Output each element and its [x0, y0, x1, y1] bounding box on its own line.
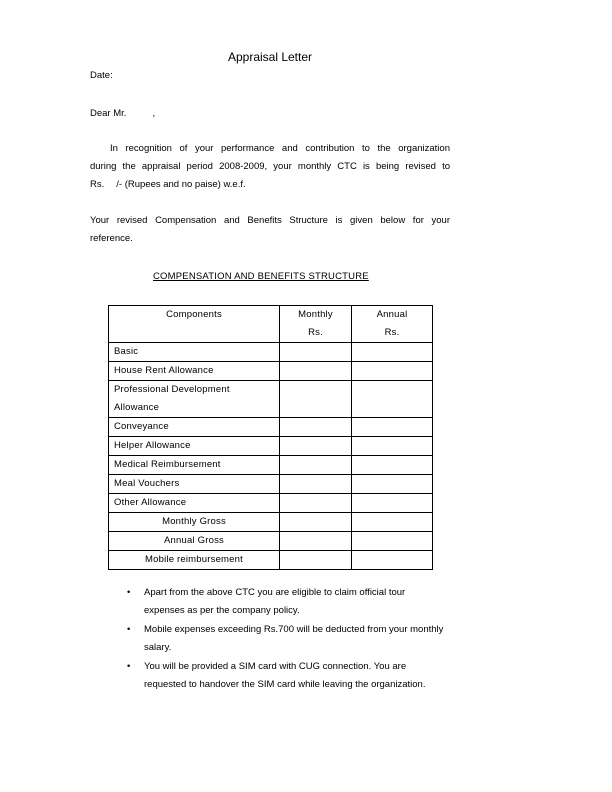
table-row [109, 532, 433, 551]
cell-annual [352, 437, 433, 456]
cell-monthly [280, 362, 352, 381]
compensation-table [108, 305, 433, 570]
list-item [127, 584, 447, 620]
row-label-other: Other Allowance [109, 494, 280, 513]
list-item [127, 658, 447, 694]
rs-label: Rs. [90, 179, 105, 190]
cell-monthly [280, 513, 352, 532]
row-label-professional-development: Professional Development Allowance [109, 381, 280, 418]
cell-monthly [280, 494, 352, 513]
structure-heading: COMPENSATION AND BENEFITS STRUCTURE [153, 271, 369, 282]
table-row [109, 418, 433, 437]
table-row [109, 513, 433, 532]
row-label-meal: Meal Vouchers [109, 475, 280, 494]
cell-annual [352, 381, 433, 418]
cell-annual [352, 418, 433, 437]
row-label-monthly-gross: Monthly Gross [109, 513, 280, 532]
table-row [109, 456, 433, 475]
row-label-mobile: Mobile reimbursement [109, 551, 280, 570]
cell-annual [352, 532, 433, 551]
letter-title: Appraisal Letter [227, 50, 313, 64]
bullet-icon: • [127, 661, 131, 672]
paragraph-1-line-3 [90, 176, 246, 194]
date-label: Date: [90, 70, 113, 81]
header-monthly-unit: Rs. [308, 327, 323, 338]
row-label-conveyance: Conveyance [109, 418, 280, 437]
cell-annual [352, 494, 433, 513]
cell-annual [352, 475, 433, 494]
row-label-annual-gross: Annual Gross [109, 532, 280, 551]
header-monthly: Monthly Rs. [280, 306, 352, 343]
row-label-medical: Medical Reimbursement [109, 456, 280, 475]
table-row [109, 551, 433, 570]
cell-annual [352, 551, 433, 570]
list-item [127, 621, 447, 657]
table-row [109, 494, 433, 513]
amount-text: /- (Rupees and no paise) w.e.f. [116, 179, 246, 190]
cell-annual [352, 513, 433, 532]
cell-annual [352, 343, 433, 362]
paragraph-1-line-2: during the appraisal period 2008-2009, your monthly CTC is being revised to [90, 161, 450, 172]
salutation [90, 105, 155, 123]
cell-annual [352, 456, 433, 475]
bullet-icon: • [127, 624, 131, 635]
note-text: Apart from the above CTC you are eligible to claim official tour expenses as per the company policy. [144, 587, 406, 616]
paragraph-1-line-1: In recognition of your performance and contribution to the organization [110, 143, 450, 154]
note-text: Mobile expenses exceeding Rs.700 will be deducted from your monthly salary. [144, 624, 444, 653]
cell-monthly [280, 551, 352, 570]
cell-monthly [280, 381, 352, 418]
paragraph-2-line-2: reference. [90, 233, 133, 244]
cell-monthly [280, 456, 352, 475]
table-row [109, 381, 433, 418]
row-label-helper: Helper Allowance [109, 437, 280, 456]
table-row [109, 343, 433, 362]
cell-monthly [280, 437, 352, 456]
table-row [109, 475, 433, 494]
cell-monthly [280, 343, 352, 362]
row-label-basic: Basic [109, 343, 280, 362]
salutation-comma: , [152, 108, 156, 119]
paragraph-2-line-1: Your revised Compensation and Benefits Structure is given below for your [90, 215, 450, 226]
header-annual-unit: Rs. [384, 327, 400, 338]
cell-annual [352, 362, 433, 381]
cell-monthly [280, 475, 352, 494]
table-row [109, 437, 433, 456]
notes-list [127, 584, 447, 695]
salutation-text: Dear Mr. [90, 108, 127, 119]
cell-monthly [280, 418, 352, 437]
header-annual: Annual Rs. [352, 306, 433, 343]
note-text: You will be provided a SIM card with CUG connection. You are requested to handover the SIM card while leaving the organization. [144, 661, 426, 690]
bullet-icon: • [127, 587, 131, 598]
table-header-row [109, 306, 433, 343]
row-label-hra: House Rent Allowance [109, 362, 280, 381]
header-components: Components [109, 306, 280, 343]
cell-monthly [280, 532, 352, 551]
table-row [109, 362, 433, 381]
